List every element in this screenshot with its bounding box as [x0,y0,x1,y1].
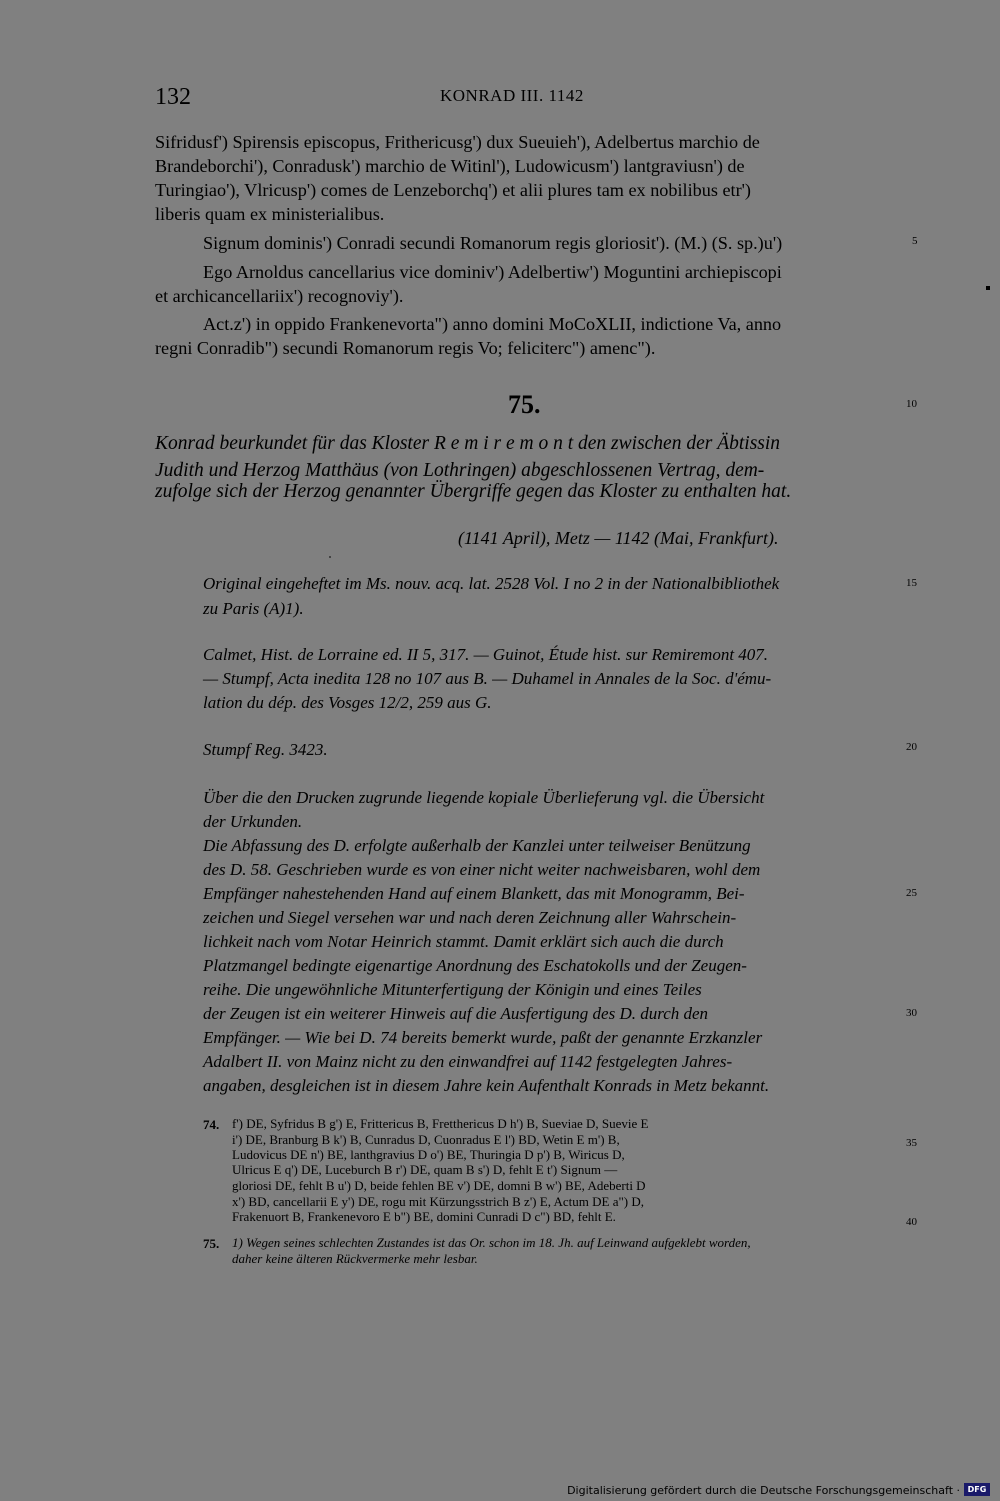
commentary-line: reihe. Die ungewöhnliche Mitunterfertigung der Königin und eines Teiles [203,980,702,999]
digitization-credit: Digitalisierung gefördert durch die Deutsche Forschungsgemeinschaft · [567,1484,960,1497]
commentary-line: des D. 58. Geschrieben wurde es von einer nicht weiter nachweisbaren, wohl dem [203,860,761,879]
commentary-line: Empfänger. — Wie bei D. 74 bereits bemerkt wurde, paßt der genannte Erzkanzler [203,1028,763,1047]
footnote-line: i') DE, Branburg B k') B, Cunradus D, Cuonradus E l') BD, Wetin E m') B, [232,1132,620,1147]
dfg-logo: DFG [964,1483,990,1496]
body-line: Brandeborchi'), Conradusk') marchio de Witinl'), Ludowicusm') lantgraviusn') de [155,156,745,176]
footnote-line: f') DE, Syfridus B g') E, Frittericus B, Fretthericus D h') B, Sueviae D, Suevie E [232,1116,649,1131]
footnote-line: Ludovicus DE n') BE, lanthgravius D o') BE, Thuringia D p') B, Wiricus D, [232,1147,625,1162]
commentary-line: lichkeit nach vom Notar Heinrich stammt. Damit erklärt sich auch die durch [203,932,724,951]
dating-line: Act.z') in oppido Frankenevorta") anno domini MoCoXLII, indictione Va, anno [203,314,782,334]
commentary-line: angaben, desgleichen ist in diesem Jahre kein Aufenthalt Konrads in Metz bekannt. [203,1076,770,1095]
signum-line: Signum dominis') Conradi secundi Romanorum regis gloriosit'). (M.) (S. sp.)u') [203,233,783,253]
recognition-line: Ego Arnoldus cancellarius vice dominiv') Adelbertiw') Moguntini archiepiscopi [203,262,782,282]
body-line: Turingiao'), Vlricusp') comes de Lenzeborchq') et alii plures tam ex nobilibus etr') [155,180,751,200]
separator-dot [329,556,331,558]
line-number: 5 [912,235,918,247]
commentary-line: Empfänger nahestehenden Hand auf einem Blankett, das mit Monogramm, Bei- [203,884,745,903]
footnote-label: 74. [203,1117,220,1132]
date-line: (1141 April), Metz — 1142 (Mai, Frankfurt). [458,528,779,548]
line-number: 25 [906,887,917,899]
page-number: 132 [155,84,191,110]
body-line: liberis quam ex ministerialibus. [155,204,385,224]
commentary-line: der Zeugen ist ein weiterer Hinweis auf die Ausfertigung des D. durch den [203,1004,709,1023]
margin-speck [986,286,990,290]
line-number: 40 [906,1216,917,1228]
recognition-line: et archicancellariix') recognoviy'). [155,286,404,306]
regest-line: zufolge sich der Herzog genannter Übergriffe gegen das Kloster zu enthalten hat. [155,481,792,502]
footnote-line: 1) Wegen seines schlechten Zustandes ist das Or. schon im 18. Jh. auf Leinwand aufgeklebt worden, [232,1235,751,1250]
footnote-label: 75. [203,1236,220,1251]
line-number: 35 [906,1137,917,1149]
line-number: 15 [906,577,917,589]
commentary-line: Platzmangel bedingte eigenartige Anordnung des Eschatokolls und der Zeugen- [203,956,747,975]
line-number: 10 [906,398,917,410]
document-number: 75. [508,390,541,419]
edition-line: lation du dép. des Vosges 12/2, 259 aus G. [203,693,492,712]
commentary-line: Die Abfassung des D. erfolgte außerhalb der Kanzlei unter teilweiser Benützung [203,836,751,855]
regest-line: Judith und Herzog Matthäus (von Lothringen) abgeschlossenen Vertrag, dem- [155,460,765,481]
transmission-line: Original eingeheftet im Ms. nouv. acq. lat. 2528 Vol. I no 2 in der Nationalbibliothek [203,574,780,593]
commentary-line: Über die den Drucken zugrunde liegende kopiale Überlieferung vgl. die Übersicht [203,788,765,807]
regest-line: Konrad beurkundet für das Kloster R e m i r e m o n t den zwischen der Äbtissin [155,433,781,454]
line-number: 30 [906,1007,917,1019]
footnote-line: Frakenuort B, Frankenevoro E b") BE, domini Cunradi D c") BD, fehlt E. [232,1209,616,1224]
running-title: KONRAD III. 1142 [440,86,584,105]
edition-line: — Stumpf, Acta inedita 128 no 107 aus B. — Duhamel in Annales de la Soc. d'ému- [203,669,772,688]
footnote-line: x') BD, cancellarii E y') DE, rogu mit Kürzungsstrich B z') E, Actum DE a") D, [232,1194,644,1209]
commentary-line: zeichen und Siegel versehen war und nach deren Zeichnung aller Wahrschein- [203,908,737,927]
regesta-line: Stumpf Reg. 3423. [203,740,328,759]
footnote-line: daher keine älteren Rückvermerke mehr lesbar. [232,1251,478,1266]
footnote-line: Ulricus E q') DE, Luceburch B r') DE, quam B s') D, fehlt E t') Signum — [232,1162,618,1177]
commentary-line: Adalbert II. von Mainz nicht zu den einwandfrei auf 1142 festgelegten Jahres- [203,1052,733,1071]
transmission-line: zu Paris (A)1). [203,599,304,618]
body-line: Sifridusf') Spirensis episcopus, Frithericusg') dux Sueuieh'), Adelbertus marchio de [155,132,760,152]
line-number: 20 [906,741,917,753]
dating-line: regni Conradib") secundi Romanorum regis Vo; feliciterc") amenc"). [155,338,656,358]
footnote-line: gloriosi DE, fehlt B u') D, beide fehlen BE v') DE, domni B w') BE, Adeberti D [232,1178,646,1193]
commentary-line: der Urkunden. [203,812,303,831]
edition-line: Calmet, Hist. de Lorraine ed. II 5, 317. — Guinot, Étude hist. sur Remiremont 407. [203,645,769,664]
